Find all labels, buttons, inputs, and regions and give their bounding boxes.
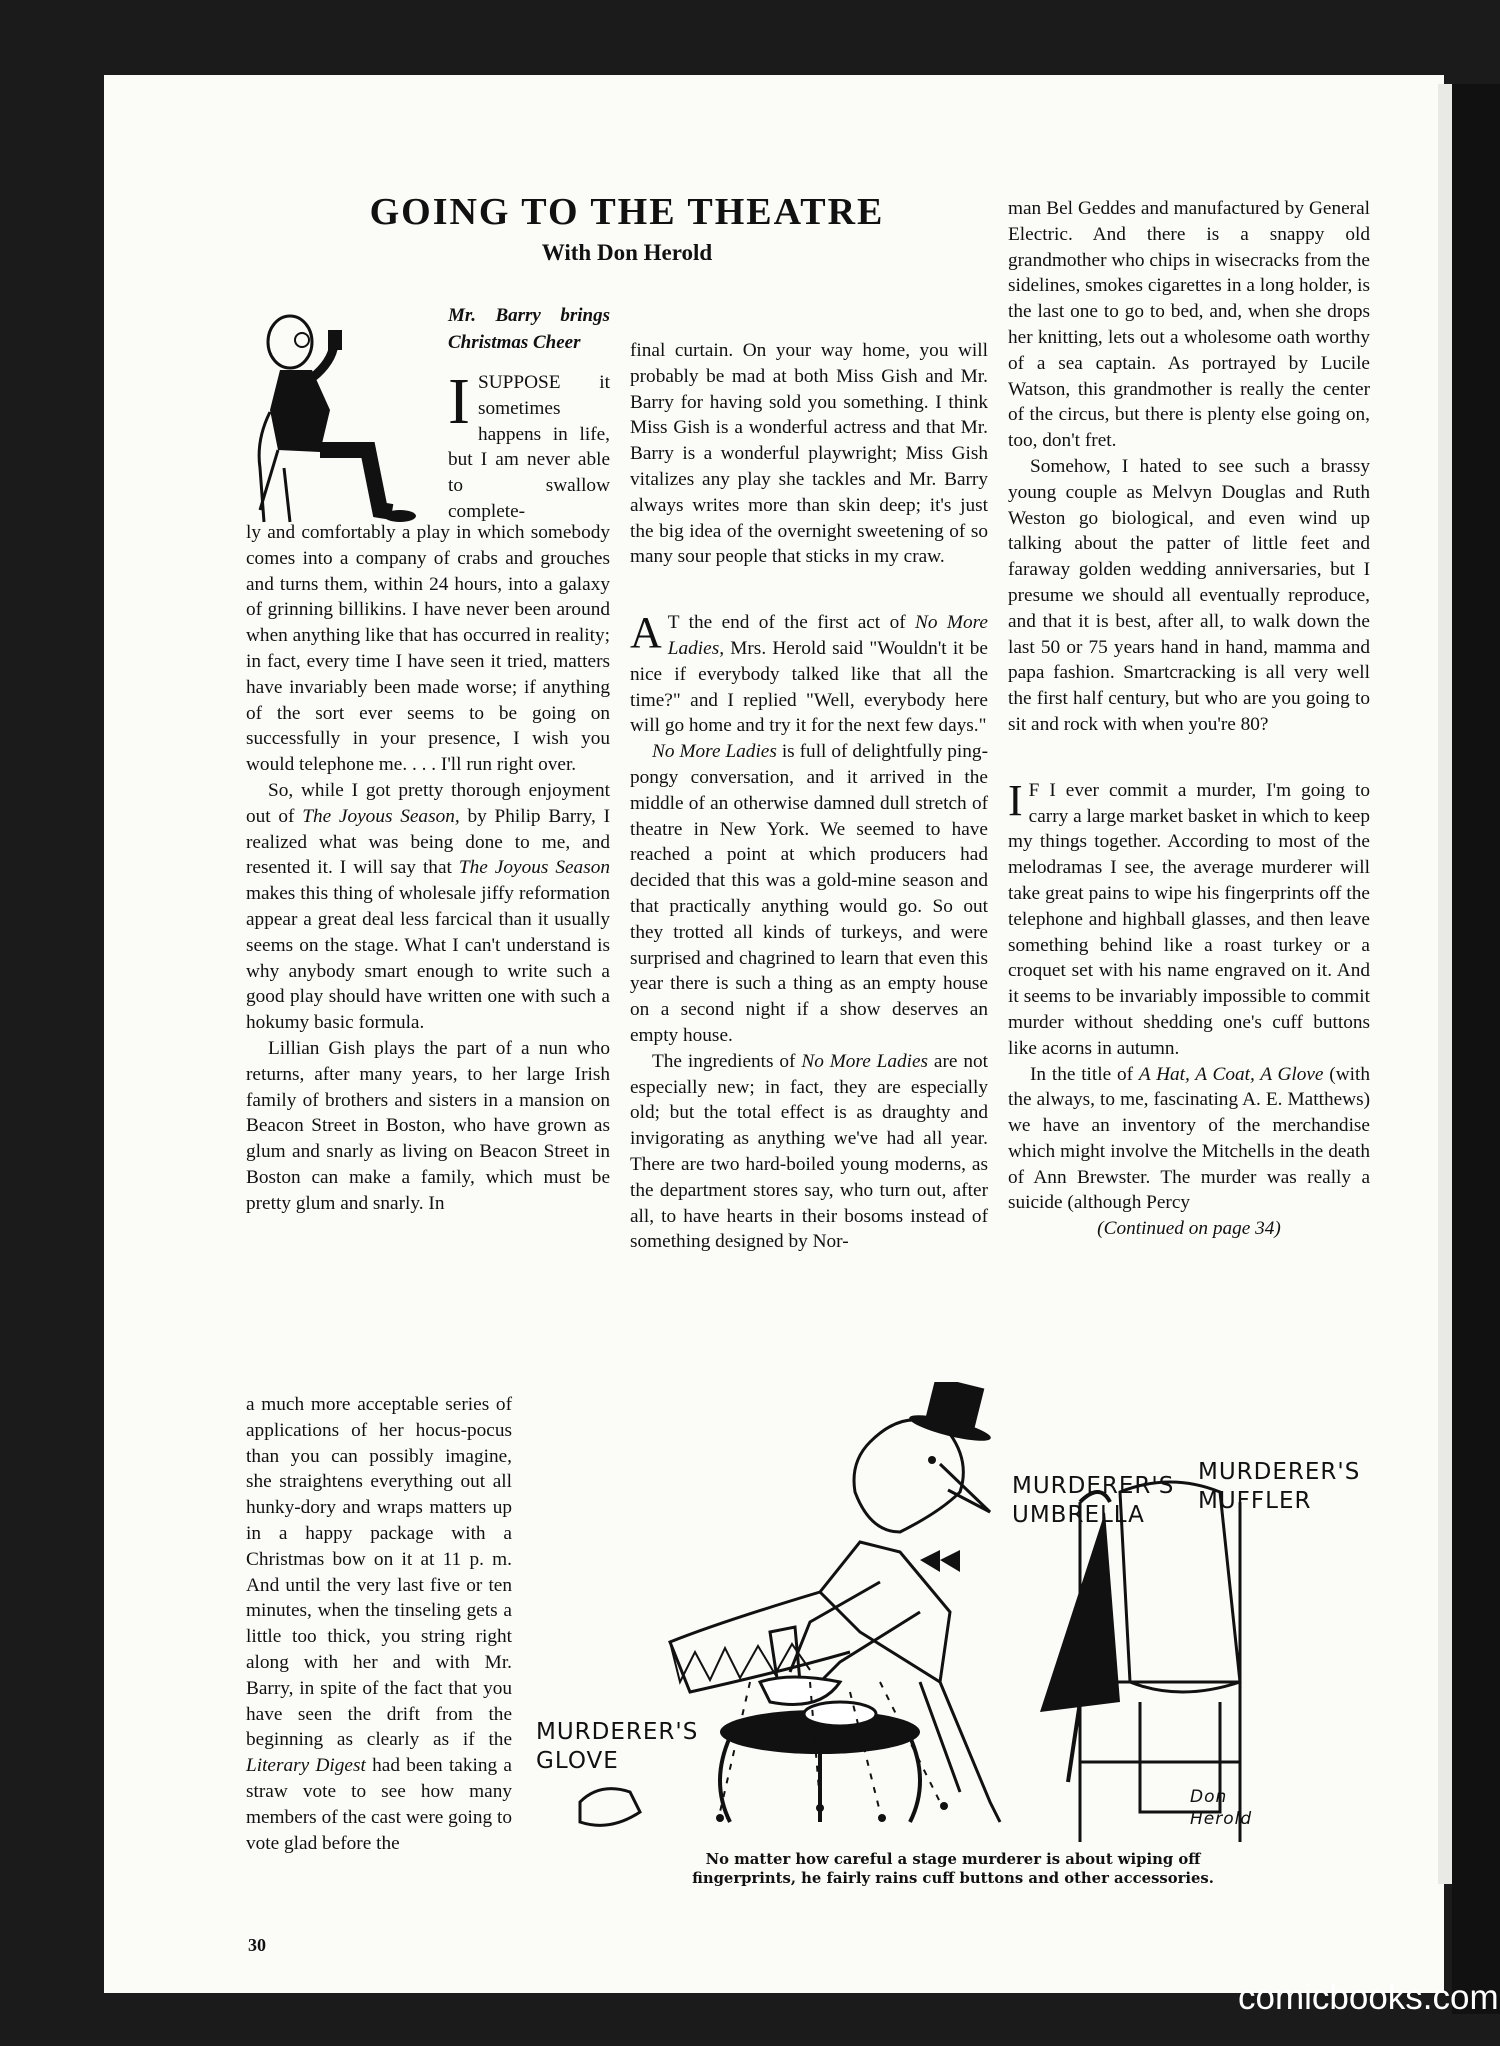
column-1-bottom: [246, 1392, 512, 1856]
paragraph: The ingredients of No More Ladies are not especially new; in fact, they are especially old; but the total effect is as draughty and invigorating as anything we've had all year. There are two hard-boiled young moderns, as the department stores say, who turn out, after all, to have hearts in their bosoms instead of something designed by Nor-: [630, 1050, 988, 1253]
paragraph: A T the end of the first act of No More Ladies, Mrs. Herold said "Wouldn't it be nice if everybody talked like that all the time?" and I replied "Well, everybody here will go home and try it for the next few days.": [630, 608, 988, 737]
paragraph: ly and comfortably a play in which somebody comes into a company of crabs and grouches and turns them, within 24 hours, into a galaxy of grinning billikins. I have never been around when anything like that has occurred in reality; in fact, every time I have seen it tried, matters have invariably been made worse; if anything of the sort ever seems to be going on successfully in your presence, I wish you would telephone me. . . . I'll run right over.: [246, 522, 610, 776]
paragraph: Lillian Gish plays the part of a nun who returns, after many years, to her large Irish family of brothers and sisters in a mansion on Beacon Street in Boston, who have grown as glum and snarly as living on Beacon Street in Boston can make a family, which must be pretty glum and snarly. In: [246, 1037, 610, 1214]
paragraph: I F I ever commit a murder, I'm going to carry a large market basket in which to keep my things together. According to most of the melodramas I see, the average murderer will take great pains to wipe his fingerprints off the telephone and highball glasses, and then leave something behind like a roast turkey or a croquet set with his name engraved on it. And it seems to be invariably impossible to commit murder without shedding one's cuff buttons like acorns in autumn.: [1008, 775, 1370, 1059]
cartoon-caption: No matter how careful a stage murderer is about wiping off fingerprints, he fairly rains cuff buttons and other accessories.: [692, 1851, 1214, 1887]
paragraph: a much more acceptable series of applications of her hocus-pocus than you can possibly imagine, she straightens everything out all hunky-dory and wraps matters up in a happy package with a Christmas bow on it at 11 p. m. And until the very last five or ten minutes, when the tinseling gets a little too thick, you string right along with her and with Mr. Barry, in spite of the fact that you have seen the drift from the beginning as clearly as if the Literary Digest had been taking a straw vote to see how many members of the cast were going to vote glad before the: [246, 1394, 512, 1854]
article-kicker: Mr. Barry brings Christmas Cheer: [448, 305, 610, 353]
column-1-top: [448, 302, 610, 525]
seated-man-illustration: [250, 300, 430, 530]
paragraph: man Bel Geddes and manufactured by General Electric. And there is a snappy old grandmother who chips in wisecracks from the sidelines, smokes cigarettes in a long holder, is the last one to go to bed, and, when she drops her knitting, lets out a wholesome oath worthy of a sea captain. As portrayed by Lucile Watson, this grandmother is really the center of the circus, but there is plenty else going on, too, don't fret.: [1008, 198, 1370, 452]
muffler-label: MURDERER'S MUFFLER: [1198, 1459, 1361, 1514]
glove-label: MURDERER'S GLOVE: [536, 1719, 699, 1774]
paragraph: ISUPPOSE it sometimes happens in life, but I am never able to swallow complete-: [448, 365, 610, 522]
drop-cap: I: [448, 365, 470, 438]
play-title: The Joyous Season: [458, 857, 610, 879]
paragraph: Somehow, I hated to see such a brassy young couple as Melvyn Douglas and Ruth Weston go biological, and even wind up talking about the patter of little feet and faraway golden wedding anniversaries, but I presume we should all eventually reproduce, and that it is best, after all, to walk down the last 50 or 75 years hand in hand, mamma and papa fashion. Smartcracking is all very well the first half century, but who are you going to sit and rock with when you're 80?: [1008, 455, 1370, 735]
play-title: No More Ladies: [801, 1050, 929, 1072]
play-title: No More Ladies,: [667, 612, 988, 659]
cartoonist-signature: Don Herold: [1190, 1787, 1253, 1829]
site-watermark: comicbooks.com: [1238, 1978, 1499, 2017]
magazine-title: Literary Digest: [246, 1755, 366, 1777]
scan-border: [1452, 84, 1500, 2014]
drop-cap: A: [630, 608, 662, 658]
continued-note: (Continued on page 34): [1097, 1218, 1281, 1240]
paragraph: No More Ladies is full of delightfully ping-pongy conversation, and it arrived in the middle of an otherwise damned dull stretch of theatre in New York. We seemed to have reached a point at which producers had decided that this was a gold-mine season and that practically anything would go. So out they trotted all kinds of turkeys, and were surprised and chagrined to learn that even this year there is such a thing as an empty house on a second night if a show deserves an empty house.: [630, 741, 988, 1046]
murderer-cartoon: [520, 1382, 1340, 1852]
article-title: GOING TO THE THEATRE: [369, 191, 885, 233]
paragraph: final curtain. On your way home, you will probably be mad at both Miss Gish and Mr. Barry for having sold you something. I think Miss Gish is a wonderful actress and that Mr. Barry is a wonderful playwright; Miss Gish vitalizes any play she tackles and Mr. Barry always writes more than skin deep; it's just the big idea of the overnight sweetening of so many sour people that sticks in my craw.: [630, 340, 988, 568]
column-2: [630, 338, 988, 1255]
play-title: No More Ladies: [652, 741, 777, 763]
column-1-body: [246, 520, 610, 1217]
play-title: A Hat, A Coat, A Glove: [1138, 1063, 1324, 1085]
paragraph: In the title of A Hat, A Coat, A Glove (with the always, to me, fascinating A. E. Matthews) we have an inventory of the merchandise which might involve the Mitchells in the death of Ann Brewster. The murder was really a suicide (although Percy: [1008, 1063, 1370, 1214]
paragraph: So, while I got pretty thorough enjoyment out of The Joyous Season, by Philip Barry, I realized what was being done to me, and resented it. I will say that The Joyous Season makes this thing of wholesale jiffy reformation appear a great deal less farcical than it usually seems on the stage. What I can't understand is why anybody smart enough to write such a good play should have written one with such a hokumy basic formula.: [246, 779, 610, 1034]
article-byline: With Don Herold: [541, 240, 713, 265]
column-3: [1008, 196, 1370, 1242]
umbrella-label: MURDERER'S UMBRELLA: [1012, 1473, 1175, 1528]
drop-cap: I: [1008, 775, 1023, 825]
play-title: The Joyous Season,: [302, 805, 460, 827]
facing-page-edge: [1438, 84, 1452, 1884]
page-number: 30: [248, 1935, 266, 1955]
